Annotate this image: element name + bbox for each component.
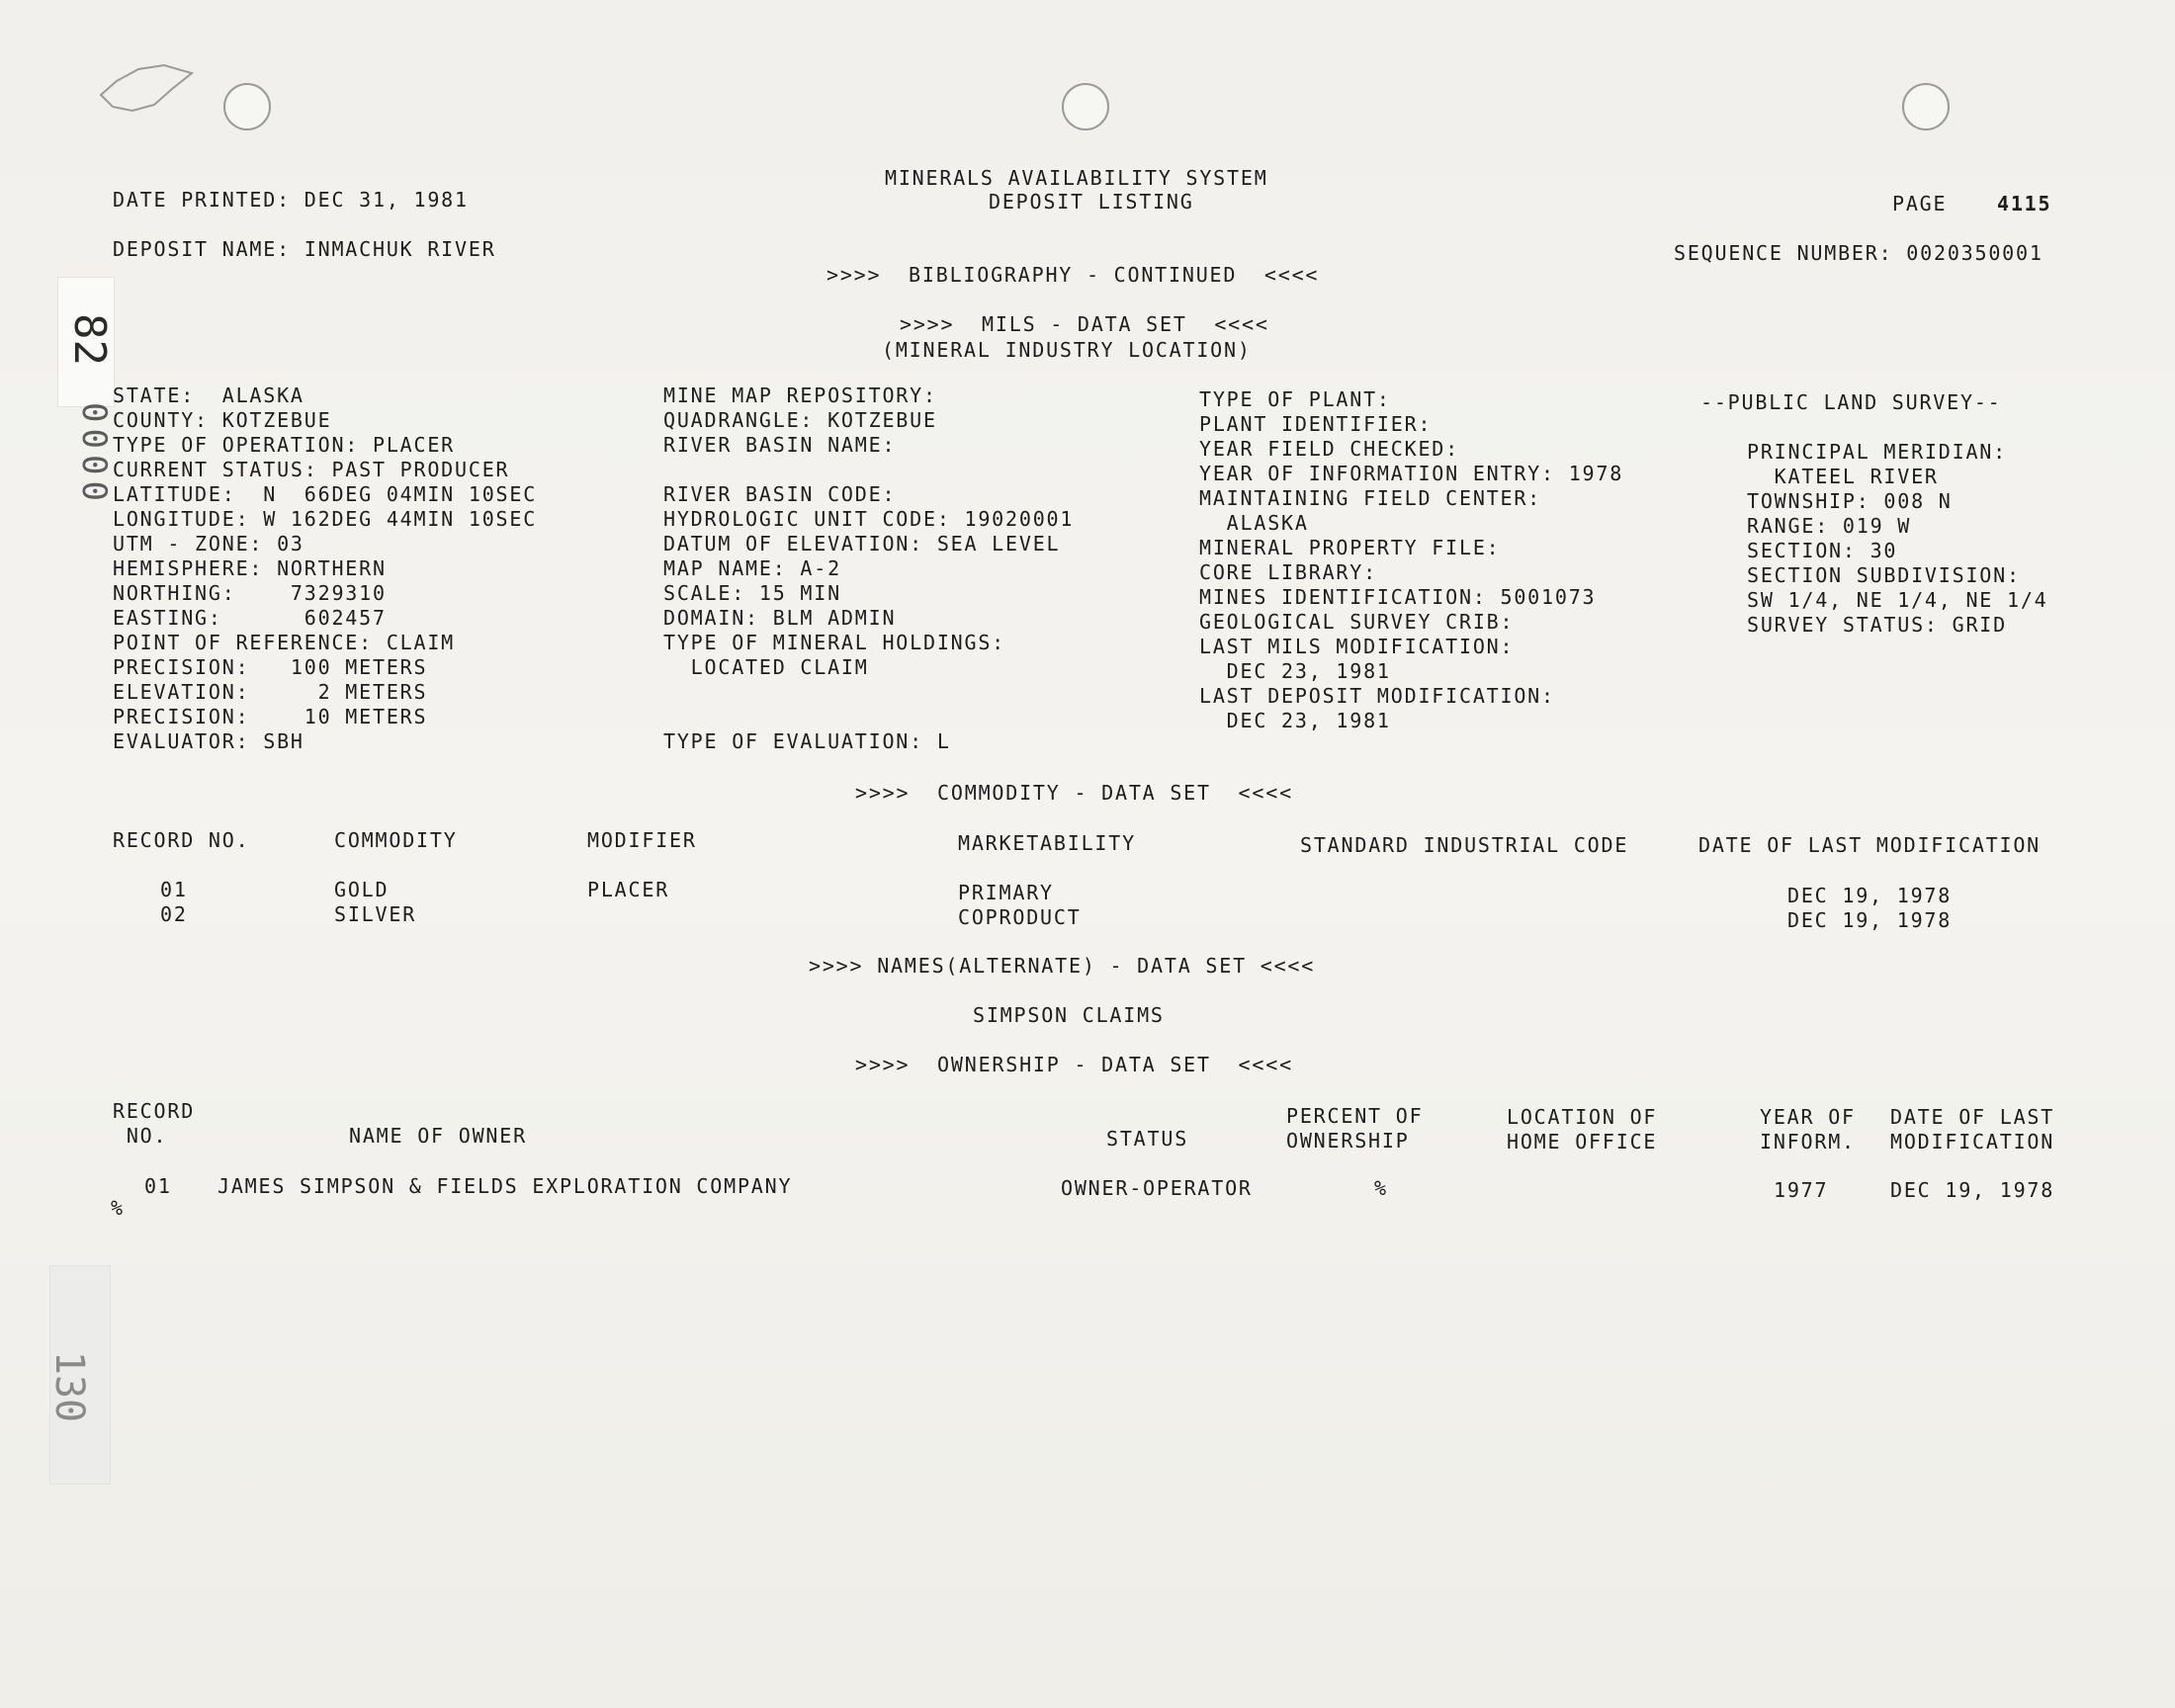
sequence-number: SEQUENCE NUMBER: 0020350001 <box>1674 241 2044 265</box>
year-field-checked-field: YEAR FIELD CHECKED: <box>1199 437 1459 461</box>
owner-name: JAMES SIMPSON & FIELDS EXPLORATION COMPANY <box>218 1174 793 1198</box>
mine-map-repository-field: MINE MAP REPOSITORY: <box>663 384 937 407</box>
ownership-header-year-2: INFORM. <box>1760 1130 1856 1153</box>
ownership-header-date: DATE OF LAST <box>1890 1105 2055 1129</box>
survey-status-field: SURVEY STATUS: GRID <box>1747 613 2007 637</box>
maintaining-field-center-value: ALASKA <box>1199 511 1309 535</box>
map-name-field: MAP NAME: A-2 <box>663 556 841 580</box>
type-of-operation-field: TYPE OF OPERATION: PLACER <box>113 433 456 457</box>
listing-title: DEPOSIT LISTING <box>989 190 1194 214</box>
commodity-header-modifier: MODIFIER <box>587 828 697 852</box>
principal-meridian-field: PRINCIPAL MERIDIAN: <box>1747 440 2007 464</box>
current-status-field: CURRENT STATUS: PAST PRODUCER <box>113 458 510 481</box>
mines-identification-field: MINES IDENTIFICATION: 5001073 <box>1199 585 1597 609</box>
commodity-header-sic: STANDARD INDUSTRIAL CODE <box>1300 833 1629 857</box>
ownership-record-no: 01 <box>144 1174 172 1198</box>
last-deposit-modification-value: DEC 23, 1981 <box>1199 709 1391 732</box>
system-title: MINERALS AVAILABILITY SYSTEM <box>885 166 1268 190</box>
margin-code-top: 0000 <box>73 402 114 507</box>
mils-section-title: >>>> MILS - DATA SET <<<< <box>900 312 1269 336</box>
ownership-status: OWNER-OPERATOR <box>1061 1176 1253 1200</box>
ownership-year: 1977 <box>1774 1178 1829 1202</box>
commodity-record-no: 02 <box>160 902 188 926</box>
commodity-marketability: COPRODUCT <box>958 905 1082 929</box>
ownership-header-date-2: MODIFICATION <box>1890 1130 2055 1153</box>
precision-field: PRECISION: 100 METERS <box>113 655 428 679</box>
ownership-header-owner: NAME OF OWNER <box>349 1124 527 1148</box>
elevation-precision-field: PRECISION: 10 METERS <box>113 705 428 728</box>
core-library-field: CORE LIBRARY: <box>1199 560 1377 584</box>
torn-paper-fragment <box>95 59 204 119</box>
ownership-header-year: YEAR OF <box>1760 1105 1856 1129</box>
county-field: COUNTY: KOTZEBUE <box>113 408 332 432</box>
evaluator-field: EVALUATOR: SBH <box>113 729 304 753</box>
tab-label: 82 <box>63 313 115 366</box>
ownership-date: DEC 19, 1978 <box>1890 1178 2055 1202</box>
punch-hole-right <box>1902 83 1950 130</box>
mineral-holdings-field: TYPE OF MINERAL HOLDINGS: <box>663 631 1006 654</box>
northing-field: NORTHING: 7329310 <box>113 581 387 605</box>
deposit-name: DEPOSIT NAME: INMACHUK RIVER <box>113 237 496 261</box>
river-basin-code-field: RIVER BASIN CODE: <box>663 482 897 506</box>
commodity-section-title: >>>> COMMODITY - DATA SET <<<< <box>855 781 1293 805</box>
mineral-property-file-field: MINERAL PROPERTY FILE: <box>1199 536 1501 559</box>
commodity-modifier: PLACER <box>587 878 670 901</box>
maintaining-field-center-field: MAINTAINING FIELD CENTER: <box>1199 486 1542 510</box>
commodity-date: DEC 19, 1978 <box>1787 908 1953 932</box>
commodity-header-record: RECORD NO. <box>113 828 250 852</box>
commodity-name: GOLD <box>334 878 390 901</box>
section-field: SECTION: 30 <box>1747 539 1898 562</box>
punch-hole-center <box>1062 83 1109 130</box>
ownership-percent: % <box>1374 1176 1388 1200</box>
ownership-header-record: RECORD <box>113 1099 196 1123</box>
commodity-record-no: 01 <box>160 878 188 901</box>
bibliography-section-title: >>>> BIBLIOGRAPHY - CONTINUED <<<< <box>826 263 1320 287</box>
public-land-survey-title: --PUBLIC LAND SURVEY-- <box>1700 390 2002 414</box>
margin-code-bottom: 130 <box>46 1350 93 1423</box>
river-basin-name-field: RIVER BASIN NAME: <box>663 433 897 457</box>
commodity-marketability: PRIMARY <box>958 881 1054 904</box>
point-of-reference-field: POINT OF REFERENCE: CLAIM <box>113 631 456 654</box>
scale-field: SCALE: 15 MIN <box>663 581 841 605</box>
state-field: STATE: ALASKA <box>113 384 304 407</box>
utm-zone-field: UTM - ZONE: 03 <box>113 532 304 555</box>
ownership-header-location: LOCATION OF <box>1507 1105 1658 1129</box>
ownership-header-location-2: HOME OFFICE <box>1507 1130 1658 1153</box>
date-printed: DATE PRINTED: DEC 31, 1981 <box>113 188 469 212</box>
mineral-holdings-value: LOCATED CLAIM <box>663 655 869 679</box>
commodity-header-commodity: COMMODITY <box>334 828 458 852</box>
hydrologic-unit-code-field: HYDROLOGIC UNIT CODE: 19020001 <box>663 507 1075 531</box>
year-of-information-entry-field: YEAR OF INFORMATION ENTRY: 1978 <box>1199 462 1624 485</box>
easting-field: EASTING: 602457 <box>113 606 387 630</box>
ownership-header-status: STATUS <box>1106 1127 1189 1151</box>
page-number: 4115 <box>1997 192 2052 215</box>
type-of-evaluation-field: TYPE OF EVALUATION: L <box>663 729 951 753</box>
commodity-name: SILVER <box>334 902 417 926</box>
section-subdivision-field: SECTION SUBDIVISION: <box>1747 563 2021 587</box>
township-field: TOWNSHIP: 008 N <box>1747 489 1953 513</box>
commodity-header-marketability: MARKETABILITY <box>958 831 1136 855</box>
type-of-plant-field: TYPE OF PLANT: <box>1199 387 1391 411</box>
geological-survey-crib-field: GEOLOGICAL SURVEY CRIB: <box>1199 610 1515 634</box>
datum-of-elevation-field: DATUM OF ELEVATION: SEA LEVEL <box>663 532 1061 555</box>
elevation-field: ELEVATION: 2 METERS <box>113 680 428 704</box>
ownership-header-percent: PERCENT OF <box>1286 1104 1424 1128</box>
range-field: RANGE: 019 W <box>1747 514 1912 538</box>
longitude-field: LONGITUDE: W 162DEG 44MIN 10SEC <box>113 507 538 531</box>
quadrangle-field: QUADRANGLE: KOTZEBUE <box>663 408 937 432</box>
last-mils-modification-field: LAST MILS MODIFICATION: <box>1199 635 1515 658</box>
hemisphere-field: HEMISPHERE: NORTHERN <box>113 556 387 580</box>
punch-hole-left <box>223 83 271 130</box>
plant-identifier-field: PLANT IDENTIFIER: <box>1199 412 1433 436</box>
ownership-header-percent-2: OWNERSHIP <box>1286 1129 1410 1153</box>
commodity-header-date: DATE OF LAST MODIFICATION <box>1698 833 2042 857</box>
last-deposit-modification-field: LAST DEPOSIT MODIFICATION: <box>1199 684 1555 708</box>
names-section-title: >>>> NAMES(ALTERNATE) - DATA SET <<<< <box>809 954 1316 978</box>
latitude-field: LATITUDE: N 66DEG 04MIN 10SEC <box>113 482 538 506</box>
ownership-header-record-no: NO. <box>113 1124 168 1148</box>
ownership-section-title: >>>> OWNERSHIP - DATA SET <<<< <box>855 1053 1293 1076</box>
mils-section-subtitle: (MINERAL INDUSTRY LOCATION) <box>882 338 1252 362</box>
ownership-trailer: % <box>111 1196 125 1220</box>
section-subdivision-value: SW 1/4, NE 1/4, NE 1/4 <box>1747 588 2048 612</box>
domain-field: DOMAIN: BLM ADMIN <box>663 606 897 630</box>
principal-meridian-value: KATEEL RIVER <box>1747 465 1939 488</box>
page-label: PAGE <box>1892 192 1948 215</box>
last-mils-modification-value: DEC 23, 1981 <box>1199 659 1391 683</box>
commodity-date: DEC 19, 1978 <box>1787 884 1953 907</box>
alternate-name: SIMPSON CLAIMS <box>973 1003 1165 1027</box>
